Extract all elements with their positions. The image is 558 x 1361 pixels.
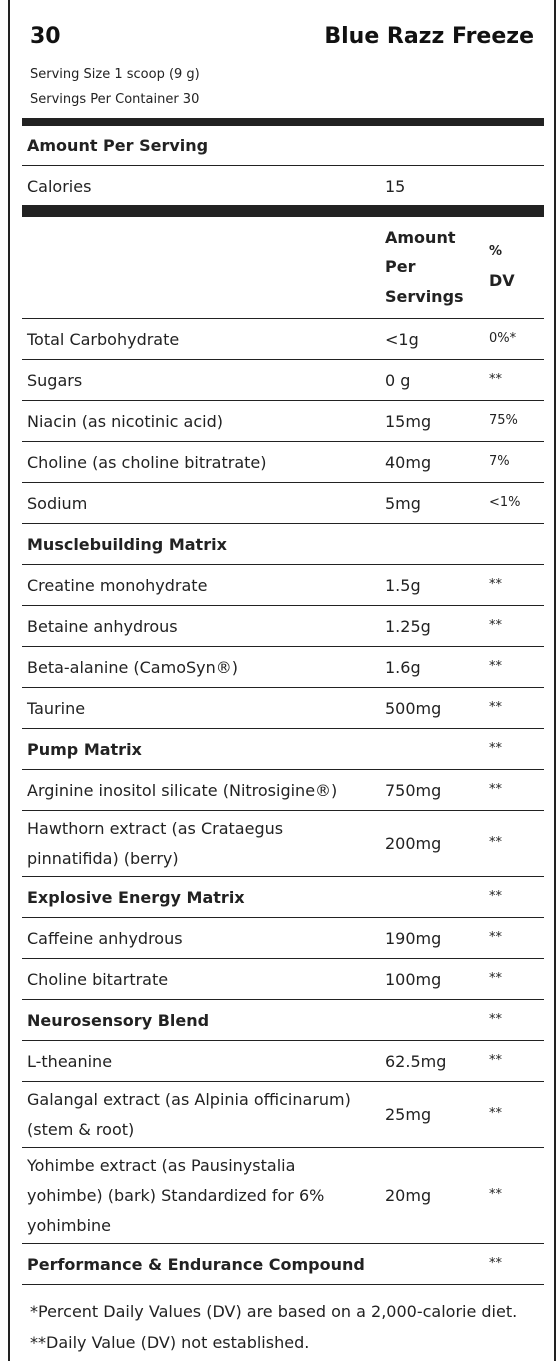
nutrient-amount: 40mg bbox=[385, 453, 432, 472]
nutrient-amount: 25mg bbox=[385, 1105, 432, 1124]
servings-count: 30 bbox=[30, 24, 61, 49]
nutrient-dv: ** bbox=[489, 1053, 502, 1068]
nutrient-dv: <1% bbox=[489, 495, 521, 510]
nutrient-label: Musclebuilding Matrix bbox=[27, 535, 227, 554]
nutrient-label: Explosive Energy Matrix bbox=[27, 888, 245, 907]
nutrient-dv: ** bbox=[489, 372, 502, 387]
calories-label: Calories bbox=[27, 177, 92, 196]
nutrient-label: Pump Matrix bbox=[27, 740, 142, 759]
nutrient-dv: ** bbox=[489, 618, 502, 633]
nutrient-label: yohimbe) (bark) Standardized for 6% bbox=[27, 1186, 325, 1205]
nutrient-dv: 0%* bbox=[489, 331, 517, 346]
nutrient-label: Total Carbohydrate bbox=[27, 330, 180, 349]
nutrient-label: Performance & Endurance Compound bbox=[27, 1255, 365, 1274]
nutrient-dv: ** bbox=[489, 930, 502, 945]
footnote-dv: *Percent Daily Values (DV) are based on a 2,000-calorie diet. bbox=[30, 1302, 518, 1321]
nutrient-label: yohimbine bbox=[27, 1216, 112, 1235]
nutrient-label: pinnatifida) (berry) bbox=[27, 849, 179, 868]
supplement-facts-panel bbox=[8, 0, 556, 1361]
nutrient-dv: 7% bbox=[489, 454, 510, 469]
nutrient-row bbox=[22, 1148, 544, 1244]
amount-header-3: Servings bbox=[385, 287, 464, 306]
nutrient-row bbox=[22, 688, 544, 729]
nutrient-label: L-theanine bbox=[27, 1052, 113, 1071]
section-heading-row bbox=[22, 524, 544, 565]
nutrient-label: Creatine monohydrate bbox=[27, 576, 208, 595]
footnote-not-established: **Daily Value (DV) not established. bbox=[30, 1333, 310, 1352]
nutrient-dv: ** bbox=[489, 835, 502, 850]
nutrient-amount: 62.5mg bbox=[385, 1052, 447, 1071]
calories-value: 15 bbox=[385, 177, 406, 196]
section-heading-row bbox=[22, 1244, 544, 1285]
nutrient-amount: 100mg bbox=[385, 970, 442, 989]
nutrient-row bbox=[22, 918, 544, 959]
nutrient-amount: 1.5g bbox=[385, 576, 421, 595]
servings-per-container: Servings Per Container 30 bbox=[30, 92, 200, 107]
nutrient-label: Yohimbe extract (as Pausinystalia bbox=[27, 1156, 296, 1175]
nutrient-row bbox=[22, 360, 544, 401]
section-heading-row bbox=[22, 729, 544, 770]
nutrient-row bbox=[22, 811, 544, 877]
nutrient-row bbox=[22, 442, 544, 483]
nutrient-dv: ** bbox=[489, 577, 502, 592]
amount-header-2: Per bbox=[385, 257, 416, 276]
flavor-name: Blue Razz Freeze bbox=[324, 24, 534, 49]
nutrient-label: Choline (as choline bitratrate) bbox=[27, 453, 267, 472]
nutrient-dv: ** bbox=[489, 1187, 502, 1202]
nutrient-row bbox=[22, 647, 544, 688]
nutrient-amount: 5mg bbox=[385, 494, 421, 513]
nutrient-row bbox=[22, 483, 544, 524]
nutrient-label: Choline bitartrate bbox=[27, 970, 169, 989]
amount-per-serving-row bbox=[22, 126, 544, 166]
nutrient-label: Betaine anhydrous bbox=[27, 617, 178, 636]
nutrient-label: Caffeine anhydrous bbox=[27, 929, 183, 948]
nutrient-dv: ** bbox=[489, 1256, 502, 1271]
nutrient-label: Arginine inositol silicate (Nitrosigine®) bbox=[27, 781, 338, 800]
nutrient-amount: 15mg bbox=[385, 412, 432, 431]
nutrient-dv: ** bbox=[489, 1106, 502, 1121]
nutrient-dv: ** bbox=[489, 741, 502, 756]
nutrient-row bbox=[22, 770, 544, 811]
section-heading-row bbox=[22, 877, 544, 918]
dv-header-1: % bbox=[489, 244, 503, 259]
column-header-row bbox=[22, 217, 544, 319]
nutrient-amount: 1.6g bbox=[385, 658, 421, 677]
nutrient-amount: 500mg bbox=[385, 699, 442, 718]
nutrient-dv: ** bbox=[489, 700, 502, 715]
nutrient-amount: <1g bbox=[385, 330, 419, 349]
nutrient-row bbox=[22, 319, 544, 360]
nutrient-label: Taurine bbox=[27, 699, 86, 718]
calories-row bbox=[22, 166, 544, 206]
nutrient-dv: ** bbox=[489, 1012, 502, 1027]
panel-header bbox=[20, 24, 544, 54]
nutrient-dv: ** bbox=[489, 782, 502, 797]
nutrient-dv: 75% bbox=[489, 413, 518, 428]
dv-header-2: DV bbox=[489, 271, 515, 290]
amount-per-serving-label: Amount Per Serving bbox=[27, 136, 209, 155]
nutrient-row bbox=[22, 606, 544, 647]
nutrient-label: Neurosensory Blend bbox=[27, 1011, 210, 1030]
nutrient-dv: ** bbox=[489, 889, 502, 904]
nutrient-dv: ** bbox=[489, 971, 502, 986]
nutrient-amount: 20mg bbox=[385, 1186, 432, 1205]
serving-size: Serving Size 1 scoop (9 g) bbox=[30, 67, 200, 82]
nutrient-amount: 190mg bbox=[385, 929, 442, 948]
nutrient-row bbox=[22, 565, 544, 606]
nutrient-label: Hawthorn extract (as Crataegus bbox=[27, 819, 284, 838]
divider-thick bbox=[22, 205, 544, 217]
nutrient-label: Galangal extract (as Alpinia officinarum) bbox=[27, 1090, 351, 1109]
nutrient-amount: 1.25g bbox=[385, 617, 431, 636]
nutrient-row bbox=[22, 959, 544, 1000]
nutrient-amount: 0 g bbox=[385, 371, 411, 390]
nutrient-dv: ** bbox=[489, 659, 502, 674]
nutrient-row bbox=[22, 401, 544, 442]
nutrient-label: Niacin (as nicotinic acid) bbox=[27, 412, 223, 431]
nutrient-label: Beta-alanine (CamoSyn®) bbox=[27, 658, 238, 677]
nutrient-row bbox=[22, 1082, 544, 1148]
nutrient-label: (stem & root) bbox=[27, 1120, 135, 1139]
nutrient-amount: 750mg bbox=[385, 781, 442, 800]
nutrient-label: Sodium bbox=[27, 494, 88, 513]
nutrient-amount: 200mg bbox=[385, 834, 442, 853]
section-heading-row bbox=[22, 1000, 544, 1041]
nutrient-row bbox=[22, 1041, 544, 1082]
nutrient-label: Sugars bbox=[27, 371, 83, 390]
divider-thick bbox=[22, 118, 544, 126]
amount-header-1: Amount bbox=[385, 228, 456, 247]
